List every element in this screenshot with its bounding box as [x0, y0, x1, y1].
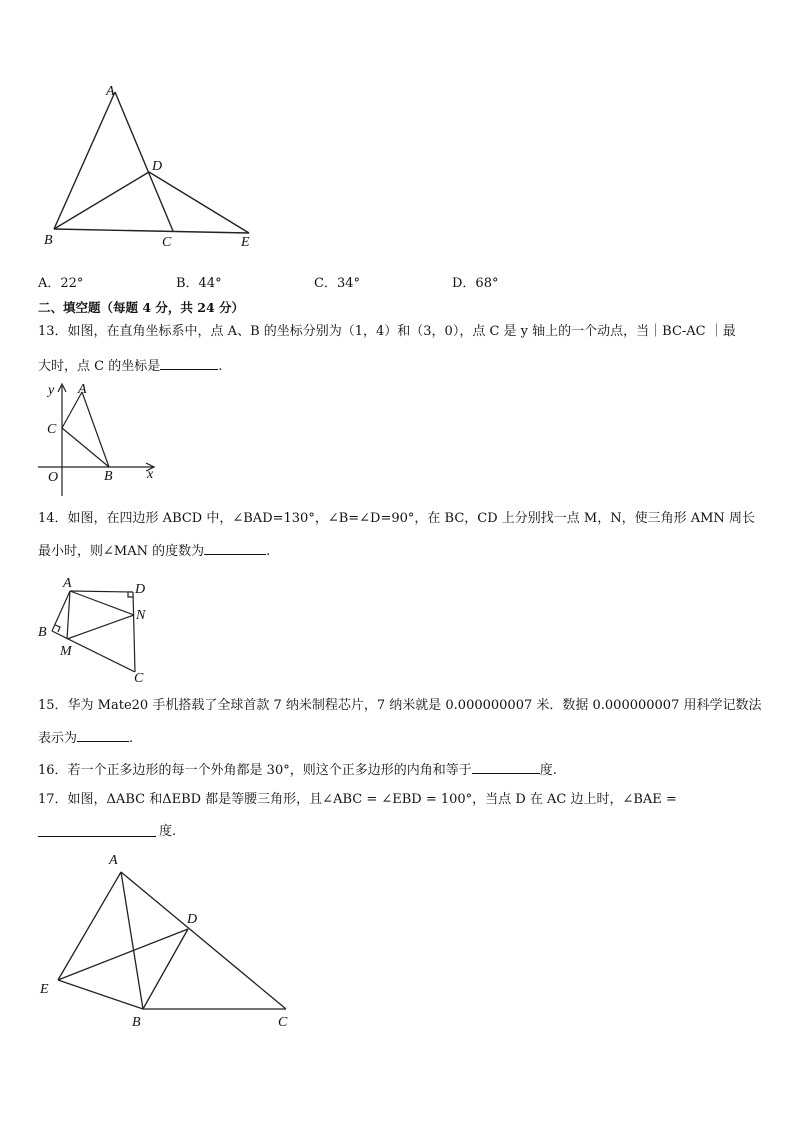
- option-b: B．44°: [176, 276, 222, 291]
- label-c: C: [162, 235, 172, 250]
- q14-line1: 14．如图，在四边形 ABCD 中，∠BAD=130°，∠B=∠D=90°，在 BC，CD 上分别找一点 M，N，使三角形 AMN 周长: [38, 511, 755, 526]
- option-a: A．22°: [38, 276, 84, 291]
- q17-label-c: C: [278, 1015, 288, 1030]
- figure-q13-svg: [36, 380, 166, 498]
- q15-line2-text: 表示为: [38, 731, 78, 746]
- q15-line1: 15．华为 Mate20 手机搭载了全球首款 7 纳米制程芯片，7 纳米就是 0.000000007 米．数据 0.000000007 用科学记数法: [38, 698, 762, 713]
- q14-line2-end: .: [266, 544, 271, 559]
- q13-line1: 13．如图，在直角坐标系中，点 A、B 的坐标分别为（1，4）和（3，0），点 C 是 y 轴上的一个动点，当｜BC-AC ｜最: [38, 324, 736, 339]
- q17-label-e: E: [40, 982, 49, 997]
- figure-q13-coordinate: [36, 380, 166, 498]
- q13-label-a: A: [78, 382, 87, 397]
- q13-line2: [38, 356, 222, 376]
- q13-label-y: y: [48, 383, 55, 398]
- q13-label-o: O: [48, 470, 59, 485]
- section-title: 二、填空题（每题 4 分，共 24 分）: [38, 300, 245, 315]
- q13-line2-end: .: [218, 359, 223, 374]
- q17-answer-blank[interactable]: [38, 822, 156, 837]
- q14-line2: [38, 541, 270, 561]
- q17-label-d: D: [187, 912, 198, 927]
- q14-label-b: B: [38, 625, 47, 640]
- q13-label-c: C: [47, 422, 57, 437]
- q14-line2-text: 最小时，则∠MAN 的度数为: [38, 544, 205, 559]
- q17-label-b: B: [132, 1015, 141, 1030]
- figure-q14-quadrilateral: [36, 574, 166, 684]
- q13-label-b: B: [104, 469, 113, 484]
- q14-label-d: D: [135, 582, 146, 597]
- q15-answer-blank[interactable]: [77, 728, 129, 742]
- q14-label-m: M: [60, 644, 72, 659]
- q16-text: 16．若一个正多边形的每一个外角都是 30°，则这个正多边形的内角和等于: [38, 763, 472, 778]
- q14-label-c: C: [134, 671, 144, 686]
- q17-label-a: A: [109, 853, 118, 868]
- label-b: B: [44, 233, 53, 248]
- option-d: D．68°: [452, 276, 499, 291]
- label-e: E: [241, 235, 250, 250]
- q13-line2-text: 大时，点 C 的坐标是: [38, 359, 161, 374]
- q15-line2: [38, 728, 133, 748]
- q17-line2-end: 度.: [159, 824, 177, 839]
- q16-answer-blank[interactable]: [472, 760, 540, 774]
- q14-answer-blank[interactable]: [204, 541, 266, 555]
- label-d: D: [152, 159, 163, 174]
- option-c: C．34°: [314, 276, 360, 291]
- q14-label-a: A: [63, 576, 72, 591]
- figure-top-triangle: [40, 78, 280, 253]
- figure-q17-triangles: [36, 850, 306, 1030]
- figure-q14-svg: [36, 574, 166, 684]
- q15-line2-end: .: [129, 731, 134, 746]
- q16-end: 度.: [539, 763, 557, 778]
- figure-top-svg: [40, 78, 280, 253]
- q17-line1: 17．如图，ΔABC 和ΔEBD 都是等腰三角形，且∠ABC = ∠EBD = 100°，当点 D 在 AC 边上时，∠BAE =: [38, 792, 677, 807]
- label-a: A: [106, 84, 115, 99]
- q13-answer-blank[interactable]: [160, 356, 218, 370]
- q14-label-n: N: [136, 608, 146, 623]
- q16-line: [38, 760, 557, 780]
- figure-q17-svg: [36, 850, 306, 1030]
- q13-label-x: x: [147, 467, 154, 482]
